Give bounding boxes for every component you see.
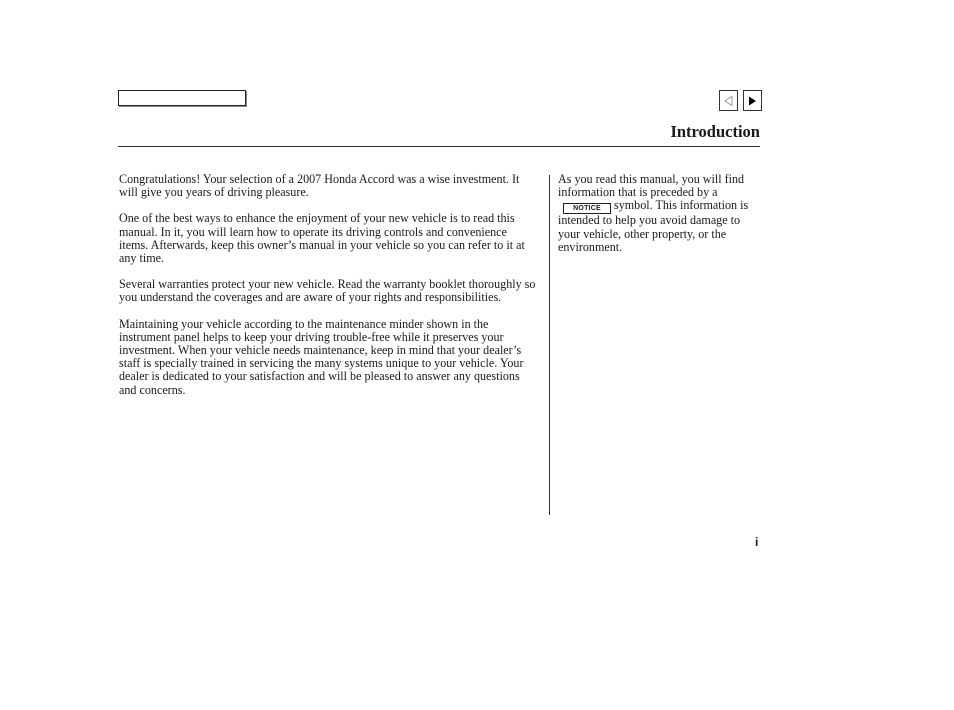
triangle-left-icon xyxy=(724,96,733,106)
page-title: Introduction xyxy=(670,122,760,141)
page-number: i xyxy=(755,535,759,549)
notice-text-before: As you read this manual, you will find information that is preceded by a xyxy=(558,172,745,200)
notice-symbol: NOTICE xyxy=(563,203,611,214)
header-rule xyxy=(118,146,760,147)
table-of-contents-link[interactable] xyxy=(118,90,246,106)
next-page-button[interactable] xyxy=(743,90,762,111)
paragraph-maintenance: Maintaining your vehicle according to the maintenance minder shown in the instrument panel helps to keep your driving trouble-free while it preserves your investment. When your vehicle needs maintenance, keep in mind that your dealer’s staff is specially trained in servicing the many systems unique to your vehicle. Your dealer is dedicated to your satisfaction and will be pleased to answer any questions and concerns. xyxy=(119,316,524,397)
previous-page-button[interactable] xyxy=(719,90,738,111)
notice-explanation xyxy=(558,173,758,254)
notice-text-after: symbol. This information is intended to help you avoid damage to your vehicle, other property, or the environment. xyxy=(558,198,749,254)
triangle-right-icon xyxy=(748,96,757,106)
paragraph-congratulations: Congratulations! Your selection of a 2007 Honda Accord was a wise investment. It will give you years of driving pleasure. xyxy=(119,172,520,200)
column-divider xyxy=(549,175,550,515)
paragraph-warranties: Several warranties protect your new vehicle. Read the warranty booklet thoroughly so you understand the coverages and are aware of your rights and responsibilities. xyxy=(119,277,536,305)
main-column xyxy=(119,173,537,410)
sidebar-column xyxy=(558,173,758,254)
paragraph-manual: One of the best ways to enhance the enjoyment of your new vehicle is to read this manual. In it, you will learn how to operate its driving controls and convenience items. Afterwards, keep this owner’s manual in your vehicle so you can refer to it at any time. xyxy=(119,211,525,266)
